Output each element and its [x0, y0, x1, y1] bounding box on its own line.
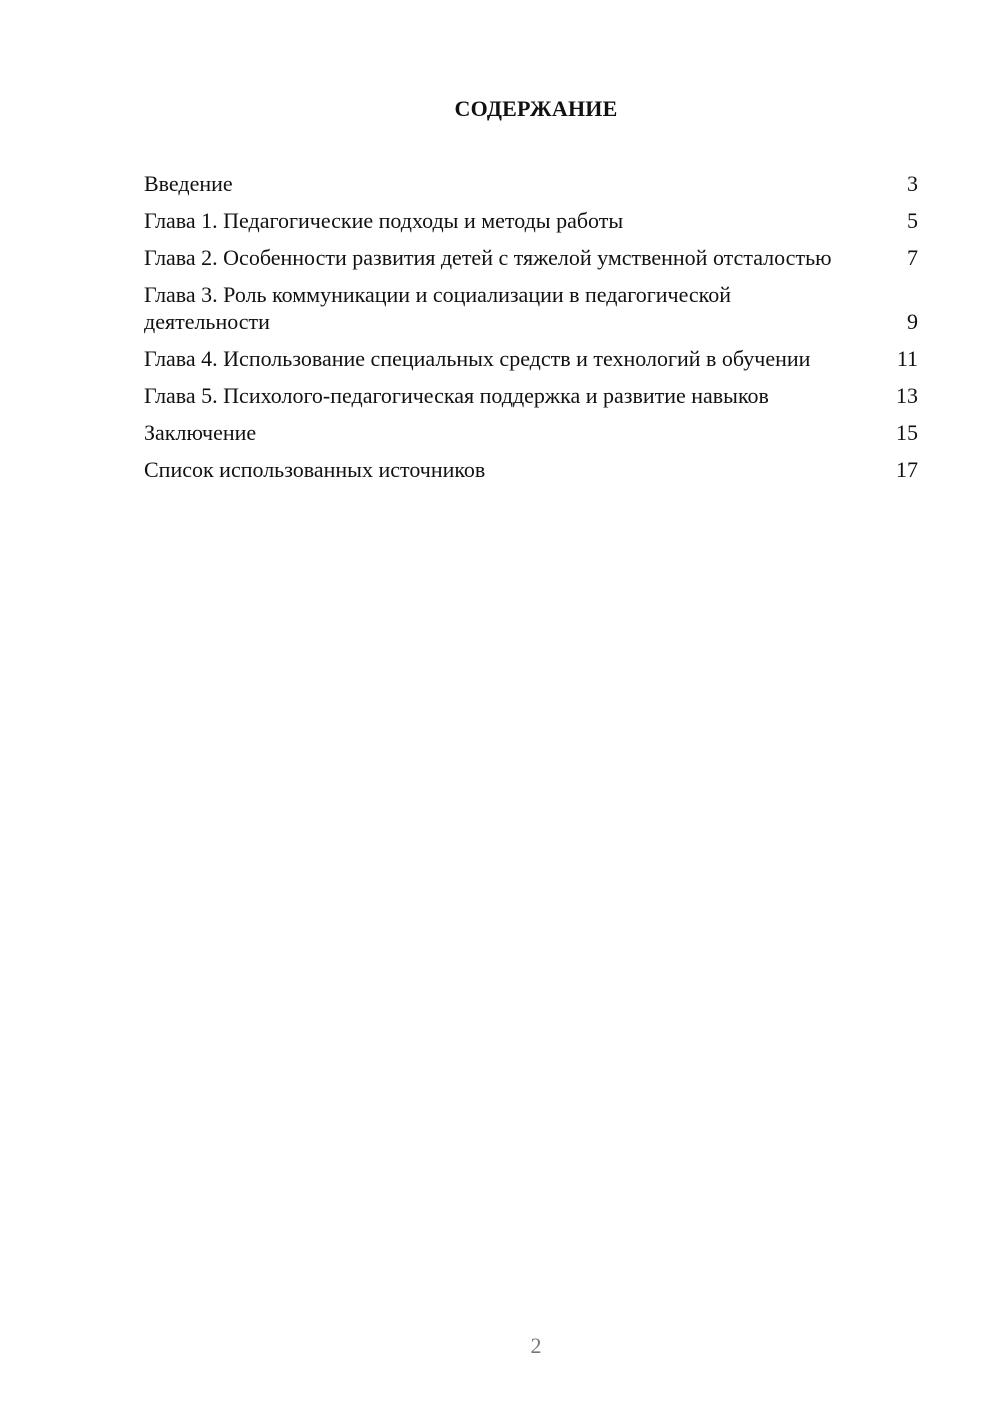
table-of-contents [144, 170, 918, 493]
toc-entry-page: 5 [907, 208, 918, 233]
page-title: СОДЕРЖАНИЕ [454, 96, 618, 121]
toc-entry-page: 17 [896, 457, 918, 482]
toc-entry-conclusion [144, 419, 918, 446]
toc-entry-introduction [144, 170, 918, 197]
toc-entry-chapter-5 [144, 382, 918, 409]
toc-entry-page: 7 [907, 245, 918, 270]
toc-entry-page: 15 [896, 420, 918, 445]
toc-entry-page: 11 [896, 346, 918, 371]
toc-entry-text: Глава 2. Особенности развития детей с тяжелой умственной отсталостью [144, 245, 832, 270]
toc-entry-text: Заключение [144, 420, 257, 445]
toc-entry-text: Глава 1. Педагогические подходы и методы работы [144, 208, 624, 233]
toc-entry-chapter-3 [144, 281, 918, 335]
toc-entry-page: 13 [896, 383, 918, 408]
toc-entry-chapter-1 [144, 207, 918, 234]
toc-entry-references [144, 456, 918, 483]
toc-entry-text: Список использованных источников [144, 457, 486, 482]
page-number: 2 [530, 1333, 542, 1358]
toc-entry-text: Глава 5. Психолого-педагогическая поддержка и развитие навыков [144, 383, 769, 408]
toc-entry-text: Введение [144, 171, 233, 196]
toc-entry-page: 3 [907, 171, 918, 196]
toc-entry-page: 9 [907, 309, 918, 334]
toc-entry-chapter-2 [144, 244, 918, 271]
toc-entry-text: Глава 3. Роль коммуникации и социализации в педагогической деятельности [144, 282, 731, 334]
toc-entry-chapter-4 [144, 345, 918, 372]
toc-entry-text: Глава 4. Использование специальных средств и технологий в обучении [144, 346, 811, 371]
